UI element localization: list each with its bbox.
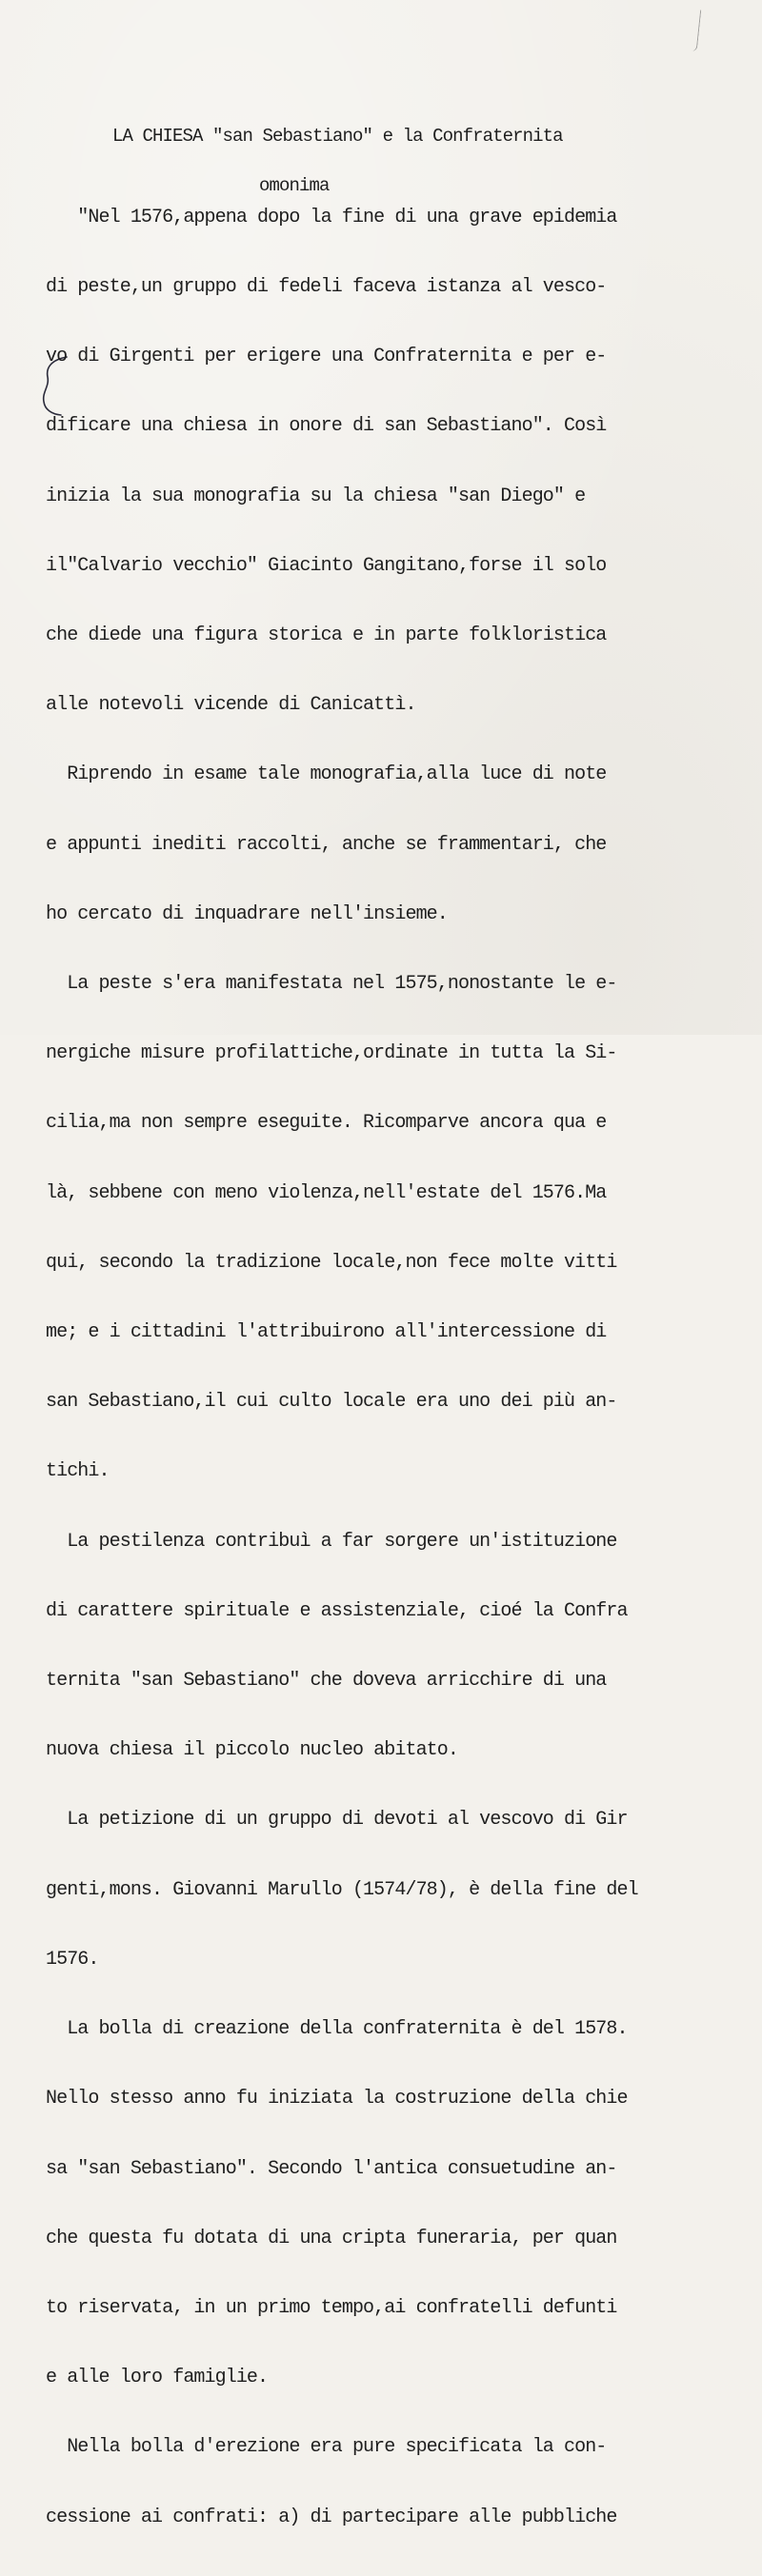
text-line: vo di Girgenti per erigere una Confraternita e per e- [46, 346, 607, 368]
text-line: me; e i cittadini l'attribuirono all'intercessione di [46, 1321, 607, 1344]
text-line: to riservata, in un primo tempo,ai confratelli defunti [46, 2296, 617, 2319]
text-line: "Nel 1576,appena dopo la fine di una grave epidemia [46, 206, 617, 228]
text-line: nergiche misure profilattiche,ordinate in tutta la Si- [46, 1042, 617, 1065]
text-line: sa "san Sebastiano". Secondo l'antica consuetudine an- [46, 2157, 617, 2180]
text-line: che questa fu dotata di una cripta funeraria, per quan [46, 2227, 617, 2249]
text-line: 1576. [46, 1948, 99, 1971]
text-line: nuova chiesa il piccolo nucleo abitato. [46, 1739, 458, 1762]
body-text [46, 160, 638, 2576]
text-line: san Sebastiano,il cui culto locale era uno dei più an- [46, 1391, 617, 1414]
text-line: Nello stesso anno fu iniziata la costruzione della chie [46, 2088, 628, 2110]
text-line: cessione ai confrati: a) di partecipare alle pubbliche [46, 2506, 617, 2528]
text-line: dificare una chiesa in onore di san Sebastiano". Così [46, 415, 607, 438]
text-line: La petizione di un gruppo di devoti al vescovo di Gir [46, 1809, 628, 1832]
text-line: di peste,un gruppo di fedeli faceva istanza al vesco- [46, 276, 607, 299]
pen-mark-corner [691, 10, 702, 51]
text-line: La pestilenza contribuì a far sorgere un'istituzione [46, 1530, 617, 1553]
text-line: il"Calvario vecchio" Giacinto Gangitano,forse il solo [46, 554, 607, 577]
text-line: genti,mons. Giovanni Marullo (1574/78), è della fine del [46, 1878, 638, 1901]
title-line-2: omonima [259, 175, 330, 196]
text-line: inizia la sua monografia su la chiesa "san Diego" e [46, 485, 586, 507]
text-line: e alle loro famiglie. [46, 2367, 269, 2389]
text-line: Riprendo in esame tale monografia,alla luce di note [46, 763, 607, 786]
text-line: là, sebbene con meno violenza,nell'estate del 1576.Ma [46, 1181, 607, 1204]
text-line: cilia,ma non sempre eseguite. Ricomparve ancora qua e [46, 1112, 607, 1135]
text-line: La bolla di creazione della confraternita è del 1578. [46, 2018, 628, 2041]
text-line: ternita "san Sebastiano" che doveva arricchire di una [46, 1670, 607, 1693]
text-line: alle notevoli vicende di Canicattì. [46, 694, 416, 717]
text-line: che diede una figura storica e in parte folkloristica [46, 624, 607, 647]
text-line: Nella bolla d'erezione era pure specificata la con- [46, 2436, 607, 2459]
text-line: La peste s'era manifestata nel 1575,nonostante le e- [46, 973, 617, 996]
text-line: ho cercato di inquadrare nell'insieme. [46, 902, 448, 925]
text-line: di carattere spirituale e assistenziale, cioé la Confra [46, 1599, 628, 1622]
text-line: e appunti inediti raccolti, anche se frammentari, che [46, 833, 607, 856]
text-line: qui, secondo la tradizione locale,non fece molte vitti [46, 1251, 617, 1274]
title-line-1: LA CHIESA "san Sebastiano" e la Confraternita [112, 126, 563, 147]
text-line: tichi. [46, 1460, 110, 1483]
